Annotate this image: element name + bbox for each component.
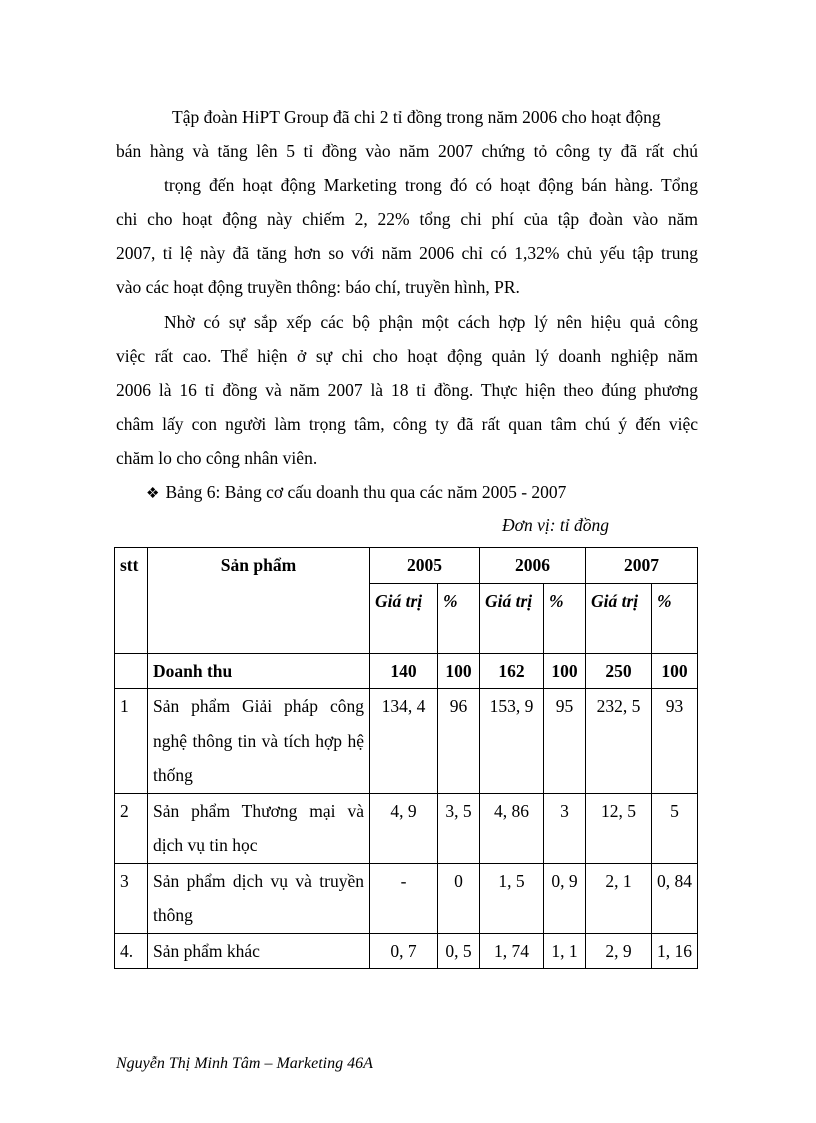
row-cell: 232, 5 (586, 689, 652, 794)
row-stt: 1 (115, 689, 148, 794)
header-percent-2006: % (544, 583, 586, 653)
row-cell: 0 (438, 863, 480, 933)
row-cell: 1, 1 (544, 933, 586, 969)
paragraph-2-line-2: việc rất cao. Thể hiện ở sự chi cho hoạt động quản lý doanh nghiệp năm (116, 346, 698, 366)
paragraph-1-line-5: 2007, tỉ lệ này đã tăng hơn so với năm 2006 chỉ có 1,32% chủ yếu tập trung (116, 243, 698, 263)
row-product: Sản phẩm khác (148, 933, 370, 969)
header-percent-2007: % (652, 583, 698, 653)
row-cell: 12, 5 (586, 793, 652, 863)
paragraph-2-line-3: 2006 là 16 tỉ đồng và năm 2007 là 18 tỉ đồng. Thực hiện theo đúng phương (116, 380, 698, 400)
row-cell: 0, 7 (370, 933, 438, 969)
row-cell: 1, 74 (480, 933, 544, 969)
header-year-2007: 2007 (586, 548, 698, 584)
row-cell: 4, 9 (370, 793, 438, 863)
row-cell: 1, 16 (652, 933, 698, 969)
row-cell: 4, 86 (480, 793, 544, 863)
table-caption-text: Bảng 6: Bảng cơ cấu doanh thu qua các năm 2005 - 2007 (165, 482, 567, 502)
row-cell: - (370, 863, 438, 933)
revenue-table (114, 547, 698, 969)
header-year-2006: 2006 (480, 548, 586, 584)
paragraph-1-line-2: bán hàng và tăng lên 5 tỉ đồng vào năm 2007 chứng tỏ công ty đã rất chú (116, 141, 698, 161)
table-row (115, 689, 698, 794)
row-cell: 0, 5 (438, 933, 480, 969)
row-cell: 3, 5 (438, 793, 480, 863)
total-row (115, 653, 698, 689)
footer-author: Nguyễn Thị Minh Tâm – Marketing 46A (116, 1055, 373, 1072)
header-value-2007: Giá trị (586, 583, 652, 653)
total-cell: 250 (586, 653, 652, 689)
header-percent-2005: % (438, 583, 480, 653)
row-cell: 0, 84 (652, 863, 698, 933)
row-stt: 3 (115, 863, 148, 933)
table-row (115, 863, 698, 933)
row-product: Sản phẩm Giải pháp công nghệ thông tin và tích hợp hệ thống (148, 689, 370, 794)
header-row-years (115, 548, 698, 584)
total-cell: 162 (480, 653, 544, 689)
paragraph-1-line-4: chi cho hoạt động này chiếm 2, 22% tổng chi phí của tập đoàn vào năm (116, 209, 698, 229)
paragraph-1-line-3: trọng đến hoạt động Marketing trong đó có hoạt động bán hàng. Tổng (164, 175, 698, 195)
header-value-2006: Giá trị (480, 583, 544, 653)
table-row (115, 933, 698, 969)
total-cell: 100 (438, 653, 480, 689)
table-row (115, 793, 698, 863)
total-cell: 100 (544, 653, 586, 689)
header-value-2005: Giá trị (370, 583, 438, 653)
row-cell: 134, 4 (370, 689, 438, 794)
row-product: Sản phẩm Thương mại và dịch vụ tin học (148, 793, 370, 863)
row-cell: 93 (652, 689, 698, 794)
row-cell: 2, 1 (586, 863, 652, 933)
row-cell: 1, 5 (480, 863, 544, 933)
total-stt (115, 653, 148, 689)
row-cell: 3 (544, 793, 586, 863)
total-label: Doanh thu (148, 653, 370, 689)
diamond-bullet-icon: ❖ (146, 486, 160, 502)
row-cell: 0, 9 (544, 863, 586, 933)
paragraph-2-line-4: châm lấy con người làm trọng tâm, công ty đã rất quan tâm chú ý đến việc (116, 414, 698, 434)
header-stt: stt (115, 548, 148, 654)
row-cell: 5 (652, 793, 698, 863)
header-year-2005: 2005 (370, 548, 480, 584)
row-cell: 96 (438, 689, 480, 794)
paragraph-1-line-6: vào các hoạt động truyền thông: báo chí, truyền hình, PR. (116, 277, 520, 297)
row-cell: 95 (544, 689, 586, 794)
table-caption (146, 481, 566, 505)
row-stt: 2 (115, 793, 148, 863)
row-cell: 2, 9 (586, 933, 652, 969)
row-cell: 153, 9 (480, 689, 544, 794)
total-cell: 140 (370, 653, 438, 689)
header-product: Sản phẩm (148, 548, 370, 654)
unit-note: Đơn vị: tỉ đồng (502, 515, 610, 535)
paragraph-2-line-1: Nhờ có sự sắp xếp các bộ phận một cách hợp lý nên hiệu quả công (164, 312, 698, 332)
paragraph-1-line-1: Tập đoàn HiPT Group đã chi 2 tỉ đồng trong năm 2006 cho hoạt động (172, 107, 661, 127)
total-cell: 100 (652, 653, 698, 689)
paragraph-2-line-5: chăm lo cho công nhân viên. (116, 448, 318, 468)
row-product: Sản phẩm dịch vụ và truyền thông (148, 863, 370, 933)
row-stt: 4. (115, 933, 148, 969)
